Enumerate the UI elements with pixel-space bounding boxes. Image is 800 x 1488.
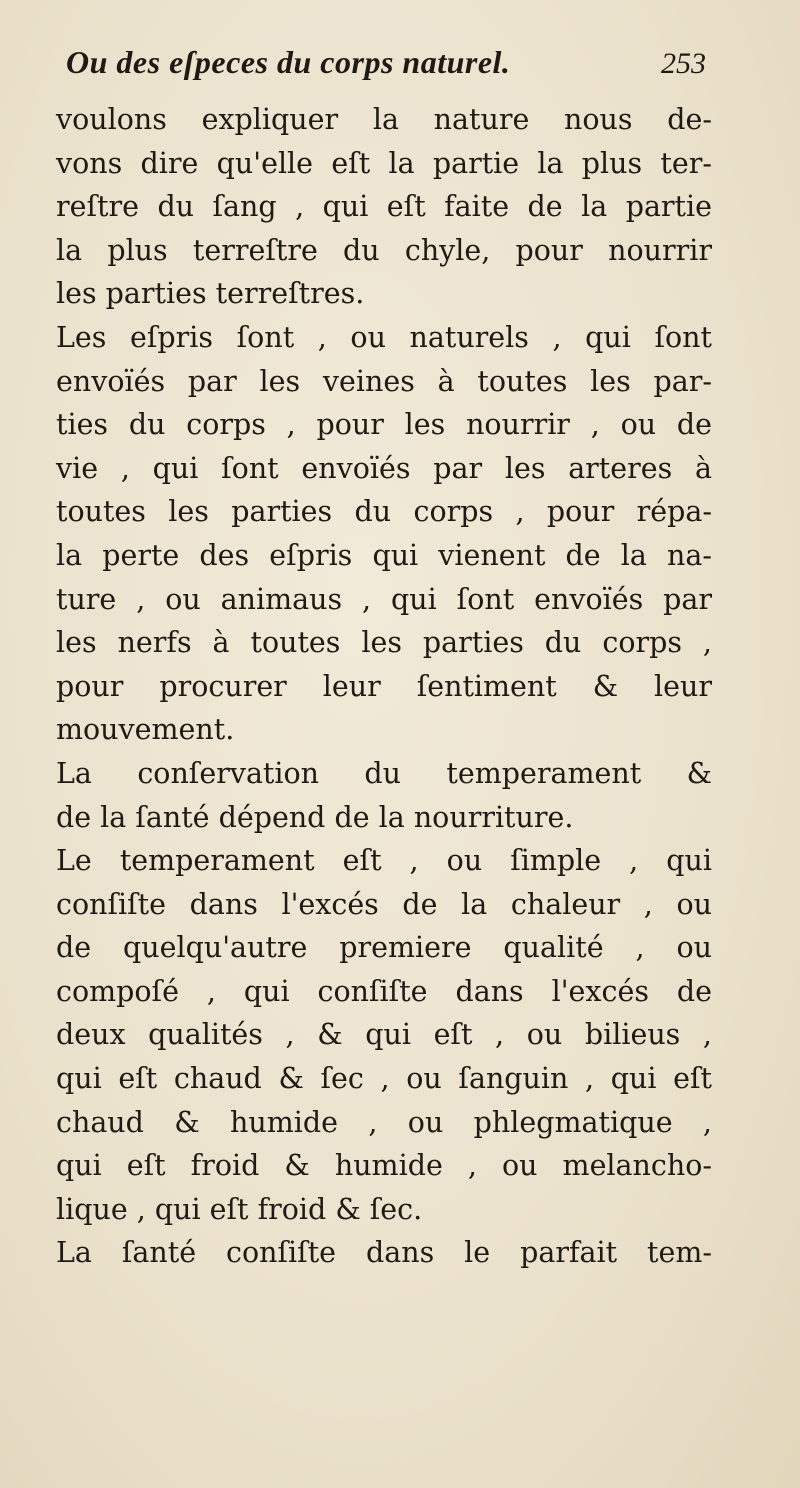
text-line: vons dire qu'elle eſt la partie la plus ter-	[56, 146, 712, 180]
text-line: conſiſte dans l'excés de la chaleur , ou	[56, 887, 712, 921]
text-line: Les eſpris ſont , ou naturels , qui ſont	[56, 320, 712, 354]
text-line: la plus terreſtre du chyle, pour nourrir	[56, 233, 712, 267]
text-line: les parties terreſtres.	[56, 277, 365, 311]
text-line: de quelqu'autre premiere qualité , ou	[56, 931, 712, 965]
text-line: mouvement.	[56, 713, 235, 747]
running-title: Ou des eſpeces du corps naturel.	[66, 44, 511, 80]
text-line: ture , ou animaus , qui ſont envoïés par	[56, 582, 712, 616]
text-line: la perte des eſpris qui vienent de la na-	[56, 538, 712, 572]
text-line: voulons expliquer la nature nous de-	[56, 103, 712, 136]
text-line: toutes les parties du corps , pour répa-	[56, 495, 712, 529]
text-line: La ſanté conſiſte dans le parfait tem-	[56, 1236, 712, 1270]
text-line: La conſervation du temperament &	[56, 756, 712, 790]
text-line: vie , qui ſont envoïés par les arteres à	[56, 451, 712, 485]
page-header	[66, 44, 706, 81]
text-line: qui eſt froid & humide , ou melancho-	[56, 1149, 712, 1183]
body-text	[56, 98, 712, 1275]
text-line: pour procurer leur ſentiment & leur	[56, 669, 712, 703]
text-line: reſtre du ſang , qui eſt faite de la partie	[56, 190, 712, 224]
text-line: de la ſanté dépend de la nourriture.	[56, 800, 574, 834]
text-line: Le temperament eſt , ou ſimple , qui	[56, 844, 712, 878]
text-line: envoïés par les veines à toutes les par-	[56, 364, 712, 398]
page-number: 253	[661, 47, 706, 80]
text-line: lique , qui eſt froid & ſec.	[56, 1192, 423, 1226]
text-line: qui eſt chaud & ſec , ou ſanguin , qui eſt	[56, 1062, 712, 1096]
text-line: ties du corps , pour les nourrir , ou de	[56, 408, 712, 442]
text-line: compoſé , qui conſiſte dans l'excés de	[56, 974, 712, 1008]
text-line: deux qualités , & qui eſt , ou bilieus ,	[56, 1018, 712, 1052]
text-line: chaud & humide , ou phlegmatique ,	[56, 1105, 712, 1139]
text-line: les nerfs à toutes les parties du corps ,	[56, 626, 712, 660]
